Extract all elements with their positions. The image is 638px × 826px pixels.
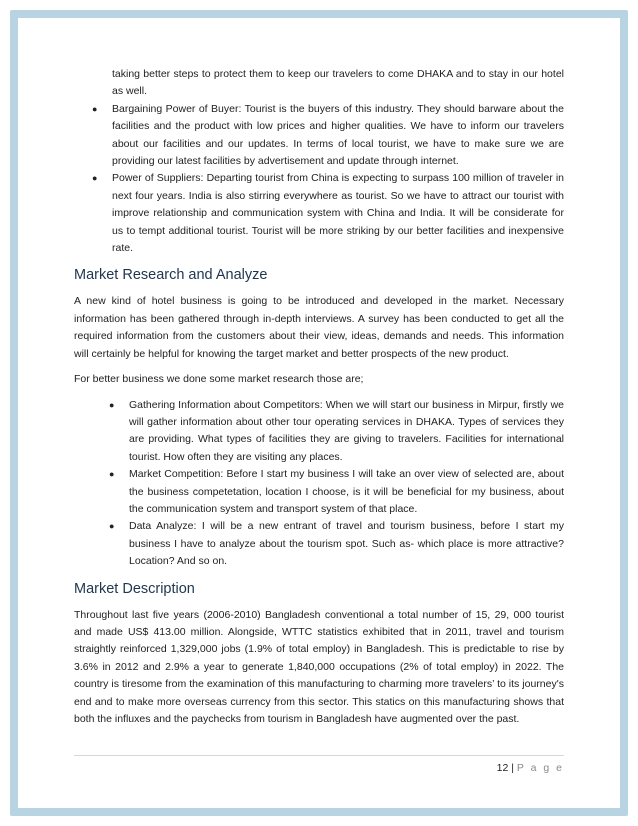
list-item [91,466,564,518]
bullet-list-top [74,101,564,258]
list-item [91,397,564,467]
page-separator: | [511,762,514,774]
section-heading-market-research: Market Research and Analyze [74,267,268,284]
paragraph: For better business we done some market research those are; [74,373,364,386]
list-item-text: Data Analyze: I will be a new entrant of travel and tourism business, before I start my business I have to analyze about the tourism spot. Such as- which place is more attractive? Location? And so on. [129,520,564,568]
list-item-text: Gathering Information about Competitors: When we will start our business in Mirpur, firstly we will gather information about other tour operating services in DHAKA. Types of services they are providing. What types of facilities they are giving to travelers. Facilities for international tourist. How often they are visiting any places. [129,398,564,463]
section-heading-market-description: Market Description [74,580,195,597]
bullet-icon: ● [109,399,115,410]
list-item-text: Bargaining Power of Buyer: Tourist is the buyers of this industry. They should barware about the facilities and the product with low prices and higher qualities. We have to inform our travelers about our facilities and our updates. In terms of local tourist, we have to make sure we are providing our latest facilities by advertisement and update through internet. [112,102,564,168]
list-item [91,518,564,570]
bullet-icon: ● [109,521,115,532]
page-label: P a g e [516,762,564,774]
paragraph: Throughout last five years (2006-2010) Bangladesh conventional a total number of 15, 29, 000 tourist and made US$ 413.00 million. Alongside, WTTC statistics exhibited that in 2011, travel and tourism straightly reinforced 1,329,000 jobs (1.9% of total employ) in Bangladesh. This is predictable to rise by 3.6% in 2012 and 2.9% a year to generate 1,840,000 occupations (2% of total employ) in 2022. The country is tiresome from the examination of this manufacturing to charming more travelers’ to its journey's end and to make more overseas currency from this sector. This statics on this manufacturing shows that both the influxes and the paychecks from tourism in Bangladesh have augmented over the past. [74,608,564,725]
continuation-text: taking better steps to protect them to keep our travelers to come DHAKA and to stay in our hotel as well. [112,68,564,98]
list-item-text: Market Competition: Before I start my business I will take an over view of selected are, about the business competetation, location I choose, is it will be beneficial for my business, about the communication system and transport system of that place. [129,468,564,515]
bullet-icon: ● [109,469,115,480]
list-item [74,101,564,171]
bullet-icon: ● [92,103,98,114]
page-number: 12 [496,762,509,774]
bullet-icon: ● [92,173,98,184]
bullet-list-research [74,397,564,571]
list-item-text: Power of Suppliers: Departing tourist from China is expecting to surpass 100 million of traveler in next four years. India is also stirring everywhere as tourist. So we have to attract our tourist with improve relationship and communication system with China and India. It will be considerate for us to tempt additional tourist. Tourist will be more striking by our better facilities and inexpensive rate. [112,172,564,255]
list-item [74,170,564,257]
page-content [74,66,564,736]
page-footer [74,755,564,774]
paragraph: A new kind of hotel business is going to be introduced and developed in the market. Necessary information has been gathered through in-depth interviews. A survey has been conducted to get all the required information from the customers about their view, ideas, demands and needs. This information will certainly be helpful for knowing the target market and better prospects of the new product. [74,295,564,360]
